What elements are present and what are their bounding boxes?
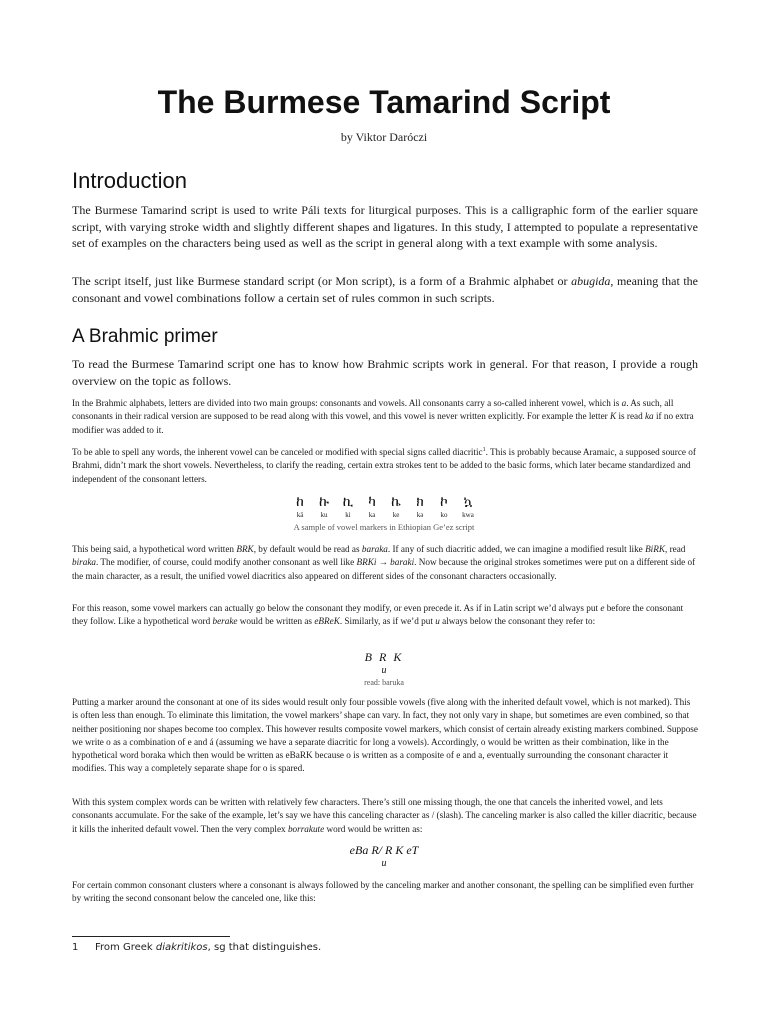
- glyph-item: [385, 493, 407, 519]
- geez-glyph: ክ: [416, 494, 424, 510]
- glyph-item: [289, 493, 311, 519]
- geez-glyph: ኩ: [318, 494, 330, 510]
- primer-paragraph-8: For certain common consonant clusters where a consonant is always followed by the canceling marker and another consonant, the spelling can be simplified even further by writing the second consonant below the canceled one, like this:: [72, 880, 694, 904]
- glyph-label: kwa: [462, 511, 474, 519]
- example-brk-reading: read: baruka: [364, 678, 404, 687]
- primer-paragraph-3: To be able to spell any words, the inherent vowel can be canceled or modified with special signs called diacritic$^1$. This is probably because Aramaic, a supposed source of Brahmi, didn’t mark the short vowels. Nevertheless, to clarify the reading, certain extra strokes tent to be added to the basic forms, which later became standardized and independent of the consonant letters.: [72, 447, 696, 484]
- primer-paragraph-7: With this system complex words can be written with relatively few characters. There’s still one missing though, the one that cancels the inherited vowel, and lets consonants accumulate. For the sake of the example, let’s say we have this canceling character as / (slash). The canceling marker is also called the killer diacritic, because it kills the inherited default vowel. Then the very complex borrakute word would be written as:: [72, 797, 697, 834]
- footnote-ref[interactable]: 1: [482, 447, 486, 453]
- page-title: The Burmese Tamarind Script: [157, 84, 611, 120]
- glyph-item: [457, 493, 479, 519]
- footnote: 1 From Greek diakritikos, sg that distinguishes.: [72, 942, 322, 953]
- example-borrakute-subscript: u: [381, 858, 387, 869]
- primer-paragraph-6: Putting a marker around the consonant at one of its sides would result only four possible vowels (five along with the inherited default vowel, which is not marked). This is often less than enough. To eliminate this limitation, the vowel markers’ shape can vary. In fact, they not only vary in shape, but sometimes are even combined, so that neither positioning nor shapes become too complex. This however results composite vowel markers, which consist of certain already existing markers combined. Suppose we write o as a combination of e and á (assuming we have a separate diacritic for long a vowels). Accordingly, o would be written as their combination, like in the hypothetical word boraka which then would be written as eBaRK because o is written as a composite of e and a, eventually surrounding the consonant character it modifies. This way a completely separate shape for o is spared.: [72, 697, 698, 774]
- figure-caption: A sample of vowel markers in Ethiopian Ge’ez script: [293, 522, 475, 532]
- glyph-label: ki: [345, 511, 351, 519]
- geez-glyph: ከ: [296, 494, 304, 510]
- example-brk: B R K: [364, 650, 404, 664]
- section-heading-brahmic-primer: A Brahmic primer: [72, 326, 218, 347]
- geez-glyph: ኬ: [391, 494, 401, 510]
- geez-glyph-sample: [0, 493, 768, 519]
- glyph-label: ko: [440, 511, 448, 519]
- example-borrakute: eBa R/ R K eT: [349, 843, 419, 857]
- glyph-label: ka: [368, 511, 376, 519]
- example-brk-subscript: u: [381, 665, 387, 676]
- glyph-item: [433, 493, 455, 519]
- author-byline: by Viktor Daróczi: [340, 130, 428, 144]
- intro-paragraph-2: The script itself, just like Burmese standard script (or Mon script), is a form of a Brahmic alphabet or abugida, meaning that the consonant and vowel combinations follow a certain set of rules common in such scripts.: [72, 274, 698, 305]
- glyph-label: ku: [320, 511, 328, 519]
- primer-paragraph-4: This being said, a hypothetical word written BRK, by default would be read as baraka. If any of such diacritic added, we can imagine a modified result like BiRK, read biraka. The modifier, of course, could modify another consonant as well like BRKi → baraki. Now because the original strokes sometimes were put on a different side of the main character, as a result, the unified vowel diacritics also appeared on different sides of the consonant characters occasionally.: [72, 544, 696, 581]
- glyph-item: [337, 493, 359, 519]
- glyph-label: ke: [392, 511, 400, 519]
- primer-paragraph-2: In the Brahmic alphabets, letters are divided into two main groups: consonants and vowels. All consonants carry a so-called inherent vowel, which is a. As such, all consonants in their radical version are supposed to be read along with this vowel, and this vowel is never written explicitly. For example the letter K is read ka if no extra modifier was added to it.: [72, 398, 694, 435]
- footnote-divider: [72, 936, 230, 937]
- glyph-item: [409, 493, 431, 519]
- glyph-item: [361, 493, 383, 519]
- intro-paragraph-1: The Burmese Tamarind script is used to write Páli texts for liturgical purposes. This is a calligraphic form of the earlier square script, with varying stroke width and slightly different shapes and ligatures. In this study, I attempted to populate a representative set of examples on the characters being used as well as the script in general along with a text example with some analysis.: [72, 203, 698, 250]
- glyph-label: kə: [416, 511, 424, 519]
- geez-glyph: ኳ: [463, 494, 473, 510]
- primer-paragraph-1: To read the Burmese Tamarind script one has to know how Brahmic scripts work in general. For that reason, I provide a rough overview on the topic as follows.: [72, 357, 698, 388]
- geez-glyph: ኮ: [440, 494, 448, 510]
- glyph-item: [313, 493, 335, 519]
- geez-glyph: ካ: [368, 494, 376, 510]
- geez-glyph: ኪ: [342, 494, 354, 510]
- glyph-label: kä: [296, 511, 304, 519]
- primer-paragraph-5: For this reason, some vowel markers can actually go below the consonant they modify, or even precede it. As if in Latin script we’d always put e before the consonant they follow. Like a hypothetical word berake would be written as eBReK. Similarly, as if we’d put u always below the consonant they refer to:: [72, 603, 684, 627]
- section-heading-introduction: Introduction: [72, 168, 187, 193]
- footnote-number: 1: [72, 942, 79, 953]
